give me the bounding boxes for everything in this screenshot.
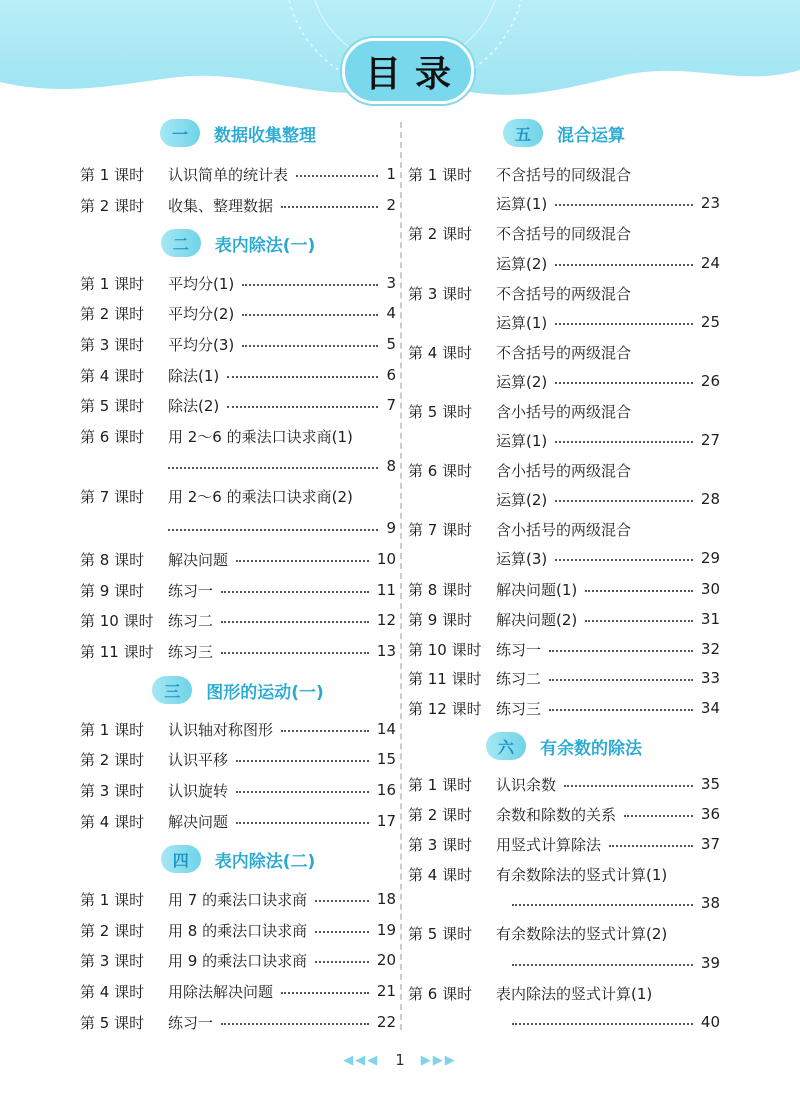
section-number: 一 bbox=[160, 119, 200, 147]
page-number: 40 bbox=[700, 1013, 720, 1031]
lesson-topic: 余数和除数的关系 bbox=[496, 805, 617, 824]
toc-entry[interactable] bbox=[408, 696, 720, 720]
page-number: 18 bbox=[376, 890, 396, 908]
toc-entry[interactable] bbox=[80, 639, 396, 663]
toc-entry[interactable] bbox=[80, 547, 396, 571]
lesson-label: 第 6 课时 bbox=[408, 984, 473, 1003]
lesson-topic: 解决问题(1) bbox=[496, 580, 578, 599]
leader-dots bbox=[281, 730, 369, 732]
section-number: 五 bbox=[503, 119, 543, 147]
lesson-label: 第 4 课时 bbox=[80, 812, 145, 831]
leader-dots bbox=[221, 652, 369, 654]
toc-entry[interactable] bbox=[80, 717, 396, 741]
page-number: 31 bbox=[700, 610, 720, 628]
lesson-topic: 练习一 bbox=[168, 1013, 214, 1032]
lesson-label: 第 2 课时 bbox=[80, 196, 145, 215]
leader-dots bbox=[242, 345, 378, 347]
lesson-topic-continued: 运算(1) bbox=[496, 431, 548, 450]
section-heading-6[interactable] bbox=[408, 730, 720, 762]
page-number: 28 bbox=[700, 490, 720, 508]
page-number: 14 bbox=[376, 720, 396, 738]
lesson-topic: 解决问题(2) bbox=[496, 610, 578, 629]
page-number: 33 bbox=[700, 669, 720, 687]
lesson-label: 第 1 课时 bbox=[80, 165, 145, 184]
toc-entry[interactable] bbox=[80, 608, 396, 632]
lesson-label: 第 11 课时 bbox=[80, 642, 154, 661]
section-title: 数据收集整理 bbox=[214, 125, 316, 146]
page-number: 36 bbox=[700, 805, 720, 823]
leader-dots bbox=[549, 650, 693, 652]
leader-dots bbox=[315, 931, 369, 933]
lesson-label: 第 7 课时 bbox=[408, 520, 473, 539]
page-number: 39 bbox=[700, 954, 720, 972]
leader-dots bbox=[242, 284, 378, 286]
lesson-topic-continued: 运算(1) bbox=[496, 194, 548, 213]
lesson-label: 第 4 课时 bbox=[408, 343, 473, 362]
leader-dots bbox=[549, 679, 693, 681]
lesson-topic: 认识平移 bbox=[168, 750, 229, 769]
lesson-topic: 用 8 的乘法口诀求商 bbox=[168, 921, 308, 940]
page-number: 35 bbox=[700, 775, 720, 793]
leader-dots bbox=[281, 206, 378, 208]
toc-entry[interactable] bbox=[408, 607, 720, 631]
toc-entry[interactable] bbox=[80, 918, 396, 942]
toc-entry[interactable] bbox=[408, 221, 720, 245]
page-number: 1 bbox=[386, 165, 396, 183]
lesson-topic: 含小括号的两级混合 bbox=[496, 461, 632, 480]
toc-entry[interactable] bbox=[80, 332, 396, 356]
section-number: 四 bbox=[161, 845, 201, 873]
page-number: 3 bbox=[386, 274, 396, 292]
lesson-label: 第 3 课时 bbox=[80, 781, 145, 800]
page-number: 15 bbox=[376, 750, 396, 768]
page-number: 12 bbox=[376, 611, 396, 629]
toc-entry[interactable] bbox=[408, 981, 720, 1005]
lesson-label: 第 5 课时 bbox=[80, 396, 145, 415]
lesson-topic: 不含括号的同级混合 bbox=[496, 165, 632, 184]
leader-dots bbox=[555, 264, 693, 266]
leader-dots bbox=[227, 406, 378, 408]
lesson-topic: 练习二 bbox=[168, 611, 214, 630]
lesson-label: 第 3 课时 bbox=[80, 951, 145, 970]
toc-entry[interactable] bbox=[408, 162, 720, 186]
leader-dots bbox=[296, 175, 378, 177]
lesson-label: 第 2 课时 bbox=[80, 921, 145, 940]
toc-entry[interactable] bbox=[408, 577, 720, 601]
lesson-topic: 有余数除法的竖式计算(1) bbox=[496, 865, 668, 884]
leader-dots bbox=[549, 709, 693, 711]
page-number: 6 bbox=[386, 366, 396, 384]
toc-entry[interactable] bbox=[80, 424, 396, 448]
page-footer bbox=[0, 1048, 800, 1072]
page-number: 20 bbox=[376, 951, 396, 969]
toc-entry[interactable] bbox=[80, 747, 396, 771]
section-title: 表内除法(二) bbox=[214, 851, 316, 872]
lesson-label: 第 2 课时 bbox=[408, 805, 473, 824]
lesson-topic: 平均分(1) bbox=[168, 274, 235, 293]
lesson-topic: 用竖式计算除法 bbox=[496, 835, 602, 854]
section-title: 图形的运动(一) bbox=[206, 682, 324, 703]
page-number: 38 bbox=[700, 894, 720, 912]
leader-dots bbox=[236, 760, 369, 762]
footer-page-number: 1 bbox=[395, 1051, 405, 1069]
page-number: 13 bbox=[376, 642, 396, 660]
lesson-label: 第 7 课时 bbox=[80, 487, 145, 506]
toc-entry[interactable] bbox=[80, 948, 396, 972]
leader-dots bbox=[555, 323, 693, 325]
lesson-label: 第 2 课时 bbox=[80, 304, 145, 323]
lesson-topic-continued: 运算(2) bbox=[496, 372, 548, 391]
lesson-topic: 练习三 bbox=[496, 699, 542, 718]
toc-entry[interactable] bbox=[80, 271, 396, 295]
page-number: 22 bbox=[376, 1013, 396, 1031]
lesson-topic: 用除法解决问题 bbox=[168, 982, 274, 1001]
lesson-label: 第 4 课时 bbox=[80, 982, 145, 1001]
toc-entry[interactable] bbox=[80, 778, 396, 802]
leader-dots bbox=[227, 376, 378, 378]
page-number: 16 bbox=[376, 781, 396, 799]
section-title: 混合运算 bbox=[557, 125, 625, 146]
toc-entry[interactable] bbox=[408, 862, 720, 886]
column-divider bbox=[400, 122, 402, 1030]
section-heading-3[interactable] bbox=[80, 674, 396, 706]
lesson-topic: 认识旋转 bbox=[168, 781, 229, 800]
lesson-topic: 不含括号的两级混合 bbox=[496, 343, 632, 362]
page-number: 2 bbox=[386, 196, 396, 214]
lesson-label: 第 1 课时 bbox=[408, 165, 473, 184]
lesson-topic-continued: 运算(2) bbox=[496, 490, 548, 509]
toc-entry[interactable] bbox=[408, 802, 720, 826]
toc-entry-continued[interactable] bbox=[408, 487, 720, 511]
leader-dots bbox=[555, 500, 693, 502]
section-heading-1[interactable] bbox=[80, 117, 396, 149]
lesson-topic: 练习一 bbox=[168, 581, 214, 600]
lesson-label: 第 1 课时 bbox=[80, 890, 145, 909]
leader-dots bbox=[242, 314, 378, 316]
toc-entry[interactable] bbox=[408, 340, 720, 364]
leader-dots bbox=[555, 382, 693, 384]
leader-dots bbox=[564, 785, 693, 787]
lesson-topic: 用 7 的乘法口诀求商 bbox=[168, 890, 308, 909]
leader-dots bbox=[221, 621, 369, 623]
leader-dots bbox=[236, 791, 369, 793]
lesson-topic: 有余数除法的竖式计算(2) bbox=[496, 924, 668, 943]
lesson-topic: 认识简单的统计表 bbox=[168, 165, 289, 184]
lesson-topic: 除法(1) bbox=[168, 366, 220, 385]
toc-entry[interactable] bbox=[408, 832, 720, 856]
toc-entry[interactable] bbox=[408, 517, 720, 541]
lesson-label: 第 1 课时 bbox=[408, 775, 473, 794]
lesson-label: 第 12 课时 bbox=[408, 699, 482, 718]
toc-entry[interactable] bbox=[408, 458, 720, 482]
lesson-topic: 收集、整理数据 bbox=[168, 196, 274, 215]
page-number: 26 bbox=[700, 372, 720, 390]
lesson-topic: 解决问题 bbox=[168, 812, 229, 831]
leader-dots bbox=[555, 559, 693, 561]
leader-dots bbox=[281, 992, 369, 994]
toc-entry[interactable] bbox=[80, 301, 396, 325]
page-number: 5 bbox=[386, 335, 396, 353]
section-title: 有余数的除法 bbox=[540, 738, 642, 759]
lesson-label: 第 2 课时 bbox=[408, 224, 473, 243]
lesson-topic: 平均分(2) bbox=[168, 304, 235, 323]
section-heading-4[interactable] bbox=[80, 843, 396, 875]
lesson-topic: 平均分(3) bbox=[168, 335, 235, 354]
right-arrows-icon: ▶▶▶ bbox=[420, 1052, 457, 1068]
lesson-topic-continued: 运算(3) bbox=[496, 549, 548, 568]
toc-entry[interactable] bbox=[80, 979, 396, 1003]
lesson-topic: 用 2～6 的乘法口诀求商(1) bbox=[168, 427, 353, 446]
page-number: 11 bbox=[376, 581, 396, 599]
lesson-topic: 认识轴对称图形 bbox=[168, 720, 274, 739]
lesson-topic: 不含括号的同级混合 bbox=[496, 224, 632, 243]
lesson-label: 第 9 课时 bbox=[80, 581, 145, 600]
toc-entry-continued[interactable] bbox=[408, 951, 720, 975]
section-title: 表内除法(一) bbox=[214, 235, 316, 256]
leader-dots bbox=[609, 845, 693, 847]
page-number: 19 bbox=[376, 921, 396, 939]
leader-dots bbox=[236, 560, 369, 562]
page-number: 30 bbox=[700, 580, 720, 598]
lesson-label: 第 3 课时 bbox=[408, 284, 473, 303]
header-banner bbox=[0, 0, 800, 118]
leader-dots bbox=[315, 900, 369, 902]
page-number: 32 bbox=[700, 640, 720, 658]
leader-dots bbox=[624, 815, 693, 817]
toc-entry[interactable] bbox=[80, 484, 396, 508]
page-number: 4 bbox=[386, 304, 396, 322]
leader-dots bbox=[315, 961, 369, 963]
lesson-label: 第 5 课时 bbox=[408, 402, 473, 421]
lesson-label: 第 6 课时 bbox=[80, 427, 145, 446]
page-number: 10 bbox=[376, 550, 396, 568]
lesson-label: 第 9 课时 bbox=[408, 610, 473, 629]
section-number: 三 bbox=[152, 676, 192, 704]
toc-entry[interactable] bbox=[408, 921, 720, 945]
lesson-topic-continued: 运算(2) bbox=[496, 254, 548, 273]
lesson-topic: 练习二 bbox=[496, 669, 542, 688]
lesson-topic: 练习一 bbox=[496, 640, 542, 659]
lesson-label: 第 4 课时 bbox=[80, 366, 145, 385]
lesson-topic: 含小括号的两级混合 bbox=[496, 402, 632, 421]
toc-entry-continued[interactable] bbox=[408, 191, 720, 215]
lesson-label: 第 11 课时 bbox=[408, 669, 482, 688]
toc-entry-continued[interactable] bbox=[80, 516, 396, 540]
leader-dots bbox=[512, 964, 693, 966]
lesson-label: 第 4 课时 bbox=[408, 865, 473, 884]
toc-entry[interactable] bbox=[80, 1010, 396, 1034]
leader-dots bbox=[555, 441, 693, 443]
leader-dots bbox=[512, 1023, 693, 1025]
toc-entry[interactable] bbox=[80, 363, 396, 387]
lesson-topic-continued: 运算(1) bbox=[496, 313, 548, 332]
leader-dots bbox=[168, 529, 378, 531]
lesson-label: 第 8 课时 bbox=[80, 550, 145, 569]
toc-entry[interactable] bbox=[80, 162, 396, 186]
toc-entry-continued[interactable] bbox=[408, 546, 720, 570]
lesson-topic: 认识余数 bbox=[496, 775, 557, 794]
lesson-topic: 表内除法的竖式计算(1) bbox=[496, 984, 653, 1003]
section-number: 六 bbox=[486, 732, 526, 760]
page-number: 21 bbox=[376, 982, 396, 1000]
lesson-topic: 解决问题 bbox=[168, 550, 229, 569]
lesson-topic: 含小括号的两级混合 bbox=[496, 520, 632, 539]
page-number: 27 bbox=[700, 431, 720, 449]
toc-entry-continued[interactable] bbox=[408, 369, 720, 393]
lesson-label: 第 5 课时 bbox=[80, 1013, 145, 1032]
lesson-topic: 除法(2) bbox=[168, 396, 220, 415]
leader-dots bbox=[221, 1023, 369, 1025]
toc-entry[interactable] bbox=[80, 578, 396, 602]
lesson-label: 第 10 课时 bbox=[408, 640, 482, 659]
page-number: 37 bbox=[700, 835, 720, 853]
lesson-label: 第 2 课时 bbox=[80, 750, 145, 769]
page-number: 24 bbox=[700, 254, 720, 272]
lesson-label: 第 1 课时 bbox=[80, 274, 145, 293]
lesson-label: 第 3 课时 bbox=[408, 835, 473, 854]
toc-entry[interactable] bbox=[408, 772, 720, 796]
lesson-label: 第 10 课时 bbox=[80, 611, 154, 630]
page-number: 7 bbox=[386, 396, 396, 414]
lesson-topic: 不含括号的两级混合 bbox=[496, 284, 632, 303]
left-arrows-icon: ◀◀◀ bbox=[343, 1052, 380, 1068]
page-title bbox=[342, 38, 474, 104]
section-heading-5[interactable] bbox=[408, 117, 720, 149]
leader-dots bbox=[168, 467, 378, 469]
toc-entry-continued[interactable] bbox=[80, 454, 396, 478]
lesson-label: 第 5 课时 bbox=[408, 924, 473, 943]
leader-dots bbox=[585, 620, 693, 622]
lesson-label: 第 6 课时 bbox=[408, 461, 473, 480]
toc-entry[interactable] bbox=[408, 399, 720, 423]
toc-entry-continued[interactable] bbox=[408, 310, 720, 334]
leader-dots bbox=[585, 590, 693, 592]
leader-dots bbox=[221, 591, 369, 593]
leader-dots bbox=[555, 204, 693, 206]
page-number: 25 bbox=[700, 313, 720, 331]
title-char-2: 录 bbox=[415, 52, 452, 95]
page-number: 23 bbox=[700, 194, 720, 212]
toc-entry[interactable] bbox=[408, 637, 720, 661]
lesson-label: 第 1 课时 bbox=[80, 720, 145, 739]
leader-dots bbox=[236, 822, 369, 824]
section-heading-2[interactable] bbox=[80, 227, 396, 259]
toc-entry-continued[interactable] bbox=[408, 251, 720, 275]
leader-dots bbox=[512, 904, 693, 906]
toc-entry[interactable] bbox=[408, 281, 720, 305]
lesson-topic: 练习三 bbox=[168, 642, 214, 661]
lesson-label: 第 8 课时 bbox=[408, 580, 473, 599]
toc-entry[interactable] bbox=[408, 666, 720, 690]
section-number: 二 bbox=[161, 229, 201, 257]
toc-entry-continued[interactable] bbox=[408, 891, 720, 915]
toc-entry[interactable] bbox=[80, 809, 396, 833]
toc-entry-continued[interactable] bbox=[408, 1010, 720, 1034]
page-number: 9 bbox=[386, 519, 396, 537]
toc-entry[interactable] bbox=[80, 887, 396, 911]
toc-entry-continued[interactable] bbox=[408, 428, 720, 452]
lesson-label: 第 3 课时 bbox=[80, 335, 145, 354]
page-number: 17 bbox=[376, 812, 396, 830]
toc-entry[interactable] bbox=[80, 393, 396, 417]
toc-entry[interactable] bbox=[80, 193, 396, 217]
page-number: 8 bbox=[386, 457, 396, 475]
lesson-topic: 用 2～6 的乘法口诀求商(2) bbox=[168, 487, 353, 506]
page-number: 29 bbox=[700, 549, 720, 567]
lesson-topic: 用 9 的乘法口诀求商 bbox=[168, 951, 308, 970]
title-char-1: 目 bbox=[364, 52, 401, 95]
page-number: 34 bbox=[700, 699, 720, 717]
